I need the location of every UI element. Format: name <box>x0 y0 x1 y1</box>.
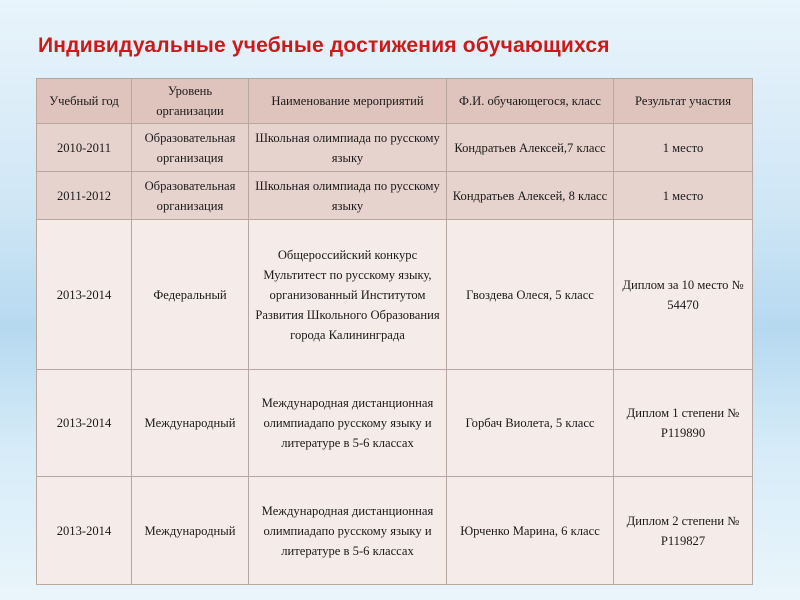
cell-level: Международный <box>132 477 249 585</box>
cell-year: 2013-2014 <box>37 477 132 585</box>
table-row <box>37 477 753 585</box>
header-year: Учебный год <box>37 79 132 124</box>
cell-event: Школьная олимпиада по русскому языку <box>249 124 447 172</box>
cell-year: 2011-2012 <box>37 172 132 220</box>
cell-level: Образовательная организация <box>132 172 249 220</box>
cell-result: 1 место <box>614 172 753 220</box>
cell-result: Диплом 1 степени № Р119890 <box>614 370 753 477</box>
cell-event: Школьная олимпиада по русскому языку <box>249 172 447 220</box>
cell-level: Федеральный <box>132 220 249 370</box>
cell-level: Образовательная организация <box>132 124 249 172</box>
table-row <box>37 370 753 477</box>
page-title: Индивидуальные учебные достижения обучающихся <box>38 34 610 57</box>
table-row <box>37 124 753 172</box>
cell-student: Гвоздева Олеся, 5 класс <box>447 220 614 370</box>
cell-event: Международная дистанционная олимпиадапо русскому языку и литературе в 5-6 классах <box>249 477 447 585</box>
header-level: Уровень организации <box>132 79 249 124</box>
cell-result: 1 место <box>614 124 753 172</box>
cell-student: Кондратьев Алексей,7 класс <box>447 124 614 172</box>
achievements-table <box>36 78 753 585</box>
cell-student: Горбач Виолета, 5 класс <box>447 370 614 477</box>
cell-year: 2010-2011 <box>37 124 132 172</box>
cell-event: Международная дистанционная олимпиадапо русскому языку и литературе в 5-6 классах <box>249 370 447 477</box>
cell-year: 2013-2014 <box>37 220 132 370</box>
cell-level: Международный <box>132 370 249 477</box>
header-event: Наименование мероприятий <box>249 79 447 124</box>
cell-student: Юрченко Марина, 6 класс <box>447 477 614 585</box>
cell-event: Общероссийский конкурс Мультитест по русскому языку, организованный Институтом Развития Школьного Образования города Калининграда <box>249 220 447 370</box>
cell-year: 2013-2014 <box>37 370 132 477</box>
header-result: Результат участия <box>614 79 753 124</box>
cell-student: Кондратьев Алексей, 8 класс <box>447 172 614 220</box>
cell-result: Диплом за 10 место № 54470 <box>614 220 753 370</box>
table-row <box>37 172 753 220</box>
cell-result: Диплом 2 степени № Р119827 <box>614 477 753 585</box>
table-row <box>37 220 753 370</box>
header-student: Ф.И. обучающегося, класс <box>447 79 614 124</box>
table-header-row <box>37 79 753 124</box>
